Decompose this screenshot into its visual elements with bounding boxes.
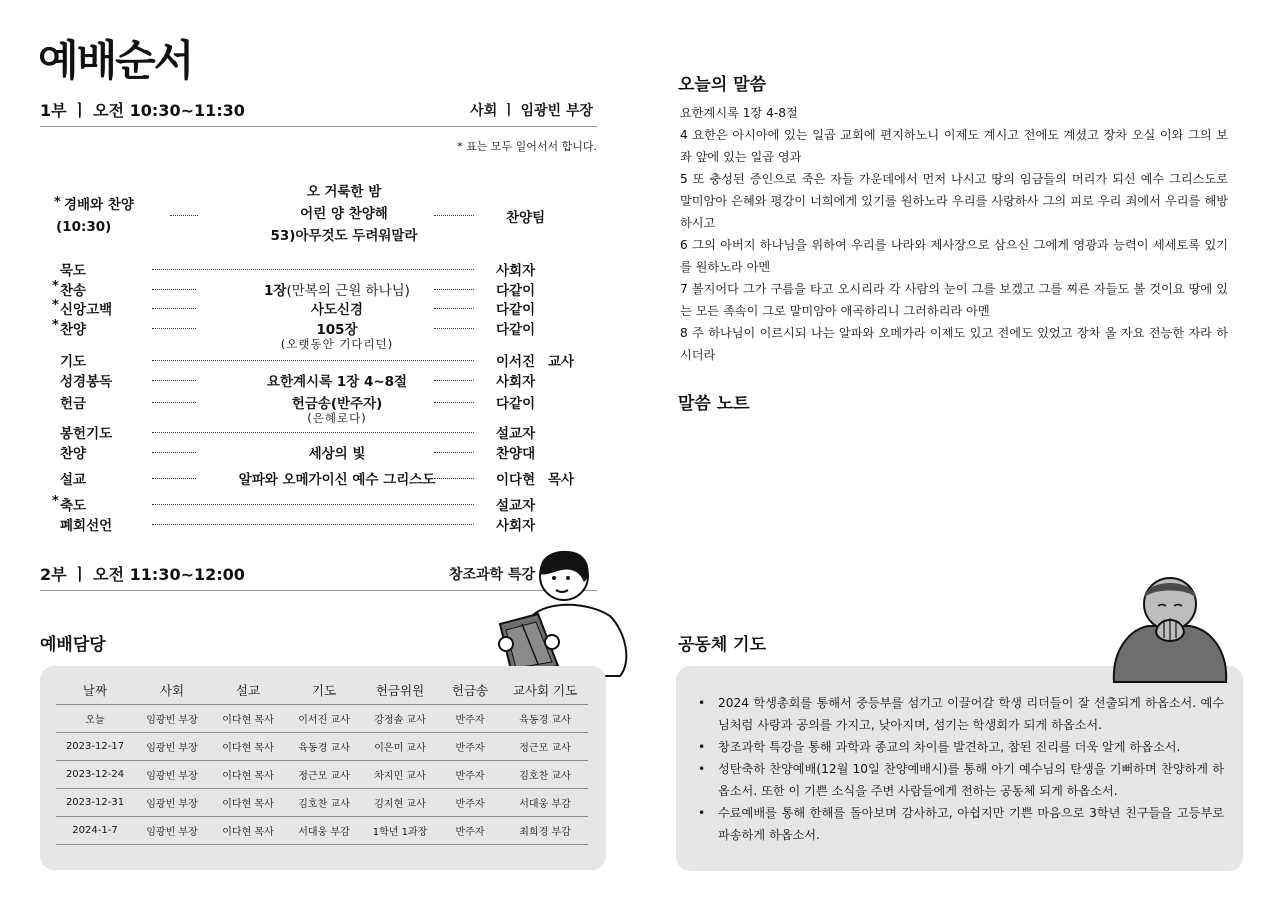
order-item-leader: 이다현 목사 — [496, 472, 574, 488]
order-row — [52, 392, 592, 425]
order-item-detail — [202, 392, 472, 424]
duty-cell: 최희경 부감 — [502, 816, 588, 844]
col-teacher-prayer: 교사회 기도 — [512, 682, 578, 698]
stand-marker: * — [52, 279, 59, 294]
scripture-verse: 5 또 충성된 증인으로 죽은 자들 가운데에서 먼저 나시고 땅의 임금들의 머리가 되신 예수 그리스도로 말미암아 은혜와 평강이 너희에게 있기를 원하노라 우리를 사랑하사 그의 피로 우리 죄에서 우리를 해방하시고 — [680, 172, 1228, 230]
order-item-leader: 다같이 — [496, 302, 536, 318]
order-item-name: 찬양 — [60, 446, 87, 462]
duty-cell: 강정솔 교사 — [362, 704, 438, 732]
duty-cell: 반주자 — [438, 760, 502, 788]
duty-cell: 임광빈 부장 — [134, 704, 210, 732]
order-item-name: 찬양 — [60, 322, 87, 338]
order-item-leader: 설교자 — [496, 426, 536, 442]
dot-leader — [152, 360, 474, 361]
table-row — [56, 760, 588, 788]
part1-leader: 사회 ㅣ 임광빈 부장 — [470, 103, 593, 119]
order-item-name: 신앙고백 — [60, 302, 113, 318]
order-item-subtitle: (오랫동안 기다리던) — [280, 337, 394, 351]
order-row — [52, 494, 592, 512]
duty-cell: 임광빈 부장 — [134, 788, 210, 816]
table-header-row — [56, 676, 588, 704]
order-item-leader: 사회자 — [496, 518, 536, 534]
order-item-detail — [202, 279, 472, 299]
duty-date-cell: 오늘 — [56, 704, 134, 732]
order-row — [52, 318, 592, 351]
order-row — [52, 370, 592, 388]
dot-leader — [152, 328, 196, 329]
stand-marker: * — [54, 195, 61, 210]
prayer-item: • 수료예배를 통해 한해를 돌아보며 감사하고, 아쉽지만 기쁜 마음으로 3학년 친구들을 고등부로 파송하게 하옵소서. — [696, 802, 1224, 846]
col-prayer: 기도 — [311, 682, 337, 698]
dot-leader — [152, 478, 196, 479]
scripture-text — [680, 102, 1228, 366]
opening-songs — [204, 181, 484, 247]
part2-topic: 창조과학 특강 — [448, 567, 535, 583]
table-row — [56, 816, 588, 844]
duty-cell: 김지현 교사 — [362, 788, 438, 816]
order-item-name: 묵도 — [60, 263, 87, 279]
dot-leader — [152, 380, 196, 381]
duty-cell: 정근모 교사 — [502, 732, 588, 760]
scripture-reference: 요한계시록 1장 4-8절 — [680, 106, 798, 120]
col-date: 날짜 — [82, 682, 108, 698]
opening-praise — [52, 181, 592, 251]
duty-cell: 1학년 1과장 — [362, 816, 438, 844]
notes-heading: 말씀 노트 — [678, 394, 750, 414]
col-host: 사회 — [159, 682, 185, 698]
order-item-leader: 다같이 — [496, 322, 536, 338]
duty-date-cell: 2023-12-31 — [56, 788, 134, 816]
dot-leader — [152, 452, 196, 453]
order-item-detail — [202, 468, 472, 488]
order-item-name: 성경봉독 — [60, 374, 113, 390]
order-item-leader: 찬양대 — [496, 446, 536, 462]
order-item-name: 찬송 — [60, 283, 87, 299]
order-item-name: 폐회선언 — [60, 518, 113, 534]
col-sermon: 설교 — [235, 682, 261, 698]
order-item-main: 사도신경 — [310, 302, 364, 318]
duty-cell: 서대웅 부감 — [286, 816, 362, 844]
duty-cell: 정근모 교사 — [286, 760, 362, 788]
dot-leader — [152, 269, 474, 270]
order-item-name: 설교 — [60, 472, 87, 488]
order-item-main: 요한계시록 1장 4~8절 — [266, 374, 408, 390]
duty-cell: 이다현 목사 — [210, 704, 286, 732]
stand-marker: * — [52, 318, 59, 333]
duty-cell: 서대웅 부감 — [502, 788, 588, 816]
dot-leader — [170, 215, 198, 216]
dot-leader — [152, 432, 474, 433]
duty-table — [56, 676, 588, 845]
word-heading: 오늘의 말씀 — [678, 75, 767, 95]
order-item-main: 헌금송(반주자) — [291, 396, 383, 412]
scripture-verse: 6 그의 아버지 하나님을 위하여 우리를 나라와 제사장으로 삼으신 그에게 영광과 능력이 세세토록 있기를 원하노라 아멘 — [680, 238, 1228, 274]
duty-cell: 임광빈 부장 — [134, 760, 210, 788]
order-row — [52, 442, 592, 460]
stand-marker: * — [52, 494, 59, 509]
order-item-main: 알파와 오메가이신 예수 그리스도 — [238, 472, 436, 488]
duty-cell: 차지민 교사 — [362, 760, 438, 788]
song-title: 오 거룩한 밤 — [306, 184, 382, 200]
col-offering-team: 헌금위원 — [375, 682, 425, 698]
order-item-detail — [202, 370, 472, 390]
page-title: 예배순서 — [38, 36, 193, 85]
stand-marker: * — [52, 298, 59, 313]
order-item-leader: 다같이 — [496, 283, 536, 299]
order-item-detail — [202, 442, 472, 462]
duty-cell: 이서진 교사 — [286, 704, 362, 732]
part1-label: 1부 ㅣ 오전 10:30~11:30 — [40, 101, 245, 120]
duty-cell: 이다현 목사 — [210, 760, 286, 788]
dot-leader — [152, 524, 474, 525]
table-row — [56, 788, 588, 816]
order-row — [52, 468, 592, 486]
duty-cell: 김호찬 교사 — [502, 760, 588, 788]
prayer-item: • 2024 학생총회를 통해서 중등부를 섬기고 이끌어갈 학생 리더들이 잘 선출되게 하옵소서. 예수님처럼 사랑과 공의를 가지고, 낮아지며, 섬기는 학생회가 되게 하옵소서. — [696, 692, 1224, 736]
order-row — [52, 422, 592, 440]
opening-leader: 찬양팀 — [506, 210, 546, 226]
duty-cell: 이은미 교사 — [362, 732, 438, 760]
order-item-leader: 다같이 — [496, 396, 536, 412]
duty-cell: 반주자 — [438, 704, 502, 732]
duty-cell: 반주자 — [438, 788, 502, 816]
duty-cell: 임광빈 부장 — [134, 816, 210, 844]
part2-label: 2부 ㅣ 오전 11:30~12:00 — [40, 565, 245, 584]
order-item-name: 기도 — [60, 354, 87, 370]
order-row — [52, 279, 592, 297]
prayer-heading: 공동체 기도 — [678, 635, 767, 655]
duty-date-cell: 2023-12-17 — [56, 732, 134, 760]
opening-time: (10:30) — [56, 219, 112, 235]
dot-leader — [152, 289, 196, 290]
standing-note: * 표는 모두 일어서서 합니다. — [457, 140, 597, 153]
order-item-leader: 사회자 — [496, 374, 536, 390]
duty-heading: 예배담당 — [40, 635, 106, 655]
song-title: 어린 양 찬양해 — [300, 206, 388, 222]
scripture-verse: 7 볼지어다 그가 구름을 타고 오시리라 각 사람의 눈이 그를 보겠고 그를 찌른 자들도 볼 것이요 땅에 있는 모든 족속이 그로 말미암아 애곡하리니 그러하리라 아멘 — [680, 282, 1228, 318]
prayer-item: • 성탄축하 찬양예배(12월 10일 찬양예배시)를 통해 아기 예수님의 탄생을 기뻐하며 찬양하게 하옵소서. 또한 이 기쁜 소식을 주변 사람들에게 전하는 공동체 되게 하옵소서. — [696, 758, 1224, 802]
order-item-leader: 설교자 — [496, 498, 536, 514]
order-item-name: 축도 — [60, 498, 87, 514]
dot-leader — [434, 215, 474, 216]
dot-leader — [152, 308, 196, 309]
order-item-detail — [202, 318, 472, 350]
duty-cell: 이다현 목사 — [210, 732, 286, 760]
duty-date-cell: 2024-1-7 — [56, 816, 134, 844]
order-item-main: 세상의 빛 — [308, 446, 366, 462]
dot-leader — [152, 504, 474, 505]
col-offering-song: 헌금송 — [451, 682, 489, 698]
order-item-leader: 이서진 교사 — [496, 354, 574, 370]
order-item-name: 봉헌기도 — [60, 426, 113, 442]
order-item-name: 헌금 — [60, 396, 87, 412]
order-item-subtitle: (만복의 근원 하나님) — [286, 283, 410, 299]
duty-cell: 김호찬 교사 — [286, 788, 362, 816]
duty-cell: 반주자 — [438, 732, 502, 760]
order-item-main: 105장 — [316, 322, 358, 338]
dot-leader — [152, 402, 196, 403]
duty-cell: 반주자 — [438, 816, 502, 844]
order-row — [52, 350, 592, 368]
prayer-list — [696, 692, 1224, 846]
prayer-item: • 창조과학 특강을 통해 과학과 종교의 차이를 발견하고, 참된 진리를 더욱 알게 하옵소서. — [696, 736, 1224, 758]
order-item-detail — [202, 298, 472, 318]
duty-cell: 이다현 목사 — [210, 816, 286, 844]
order-row — [52, 298, 592, 316]
order-item-main: 1장 — [264, 283, 287, 299]
duty-cell: 이다현 목사 — [210, 788, 286, 816]
duty-cell: 육동경 교사 — [286, 732, 362, 760]
table-row — [56, 732, 588, 760]
order-item-subtitle: (은혜로다) — [307, 411, 367, 425]
order-item-leader: 사회자 — [496, 263, 536, 279]
praying-person-illustration — [1108, 572, 1230, 688]
opening-name: 경배와 찬양 — [64, 197, 134, 213]
table-row — [56, 704, 588, 732]
duty-cell: 임광빈 부장 — [134, 732, 210, 760]
order-row — [52, 259, 592, 277]
scripture-verse: 4 요한은 아시아에 있는 일곱 교회에 편지하노니 이제도 계시고 전에도 계셨고 장차 오실 이와 그의 보좌 앞에 있는 일곱 영과 — [680, 128, 1228, 164]
duty-cell: 육동경 교사 — [502, 704, 588, 732]
part1-header — [40, 97, 597, 127]
scripture-verse: 8 주 하나님이 이르시되 나는 알파와 오메가라 이제도 있고 전에도 있었고 장차 올 자요 전능한 자라 하시더라 — [680, 326, 1228, 362]
reading-person-illustration — [492, 546, 632, 686]
order-row — [52, 514, 592, 532]
song-title: 53)아무것도 두려워말라 — [270, 228, 418, 244]
duty-date-cell: 2023-12-24 — [56, 760, 134, 788]
